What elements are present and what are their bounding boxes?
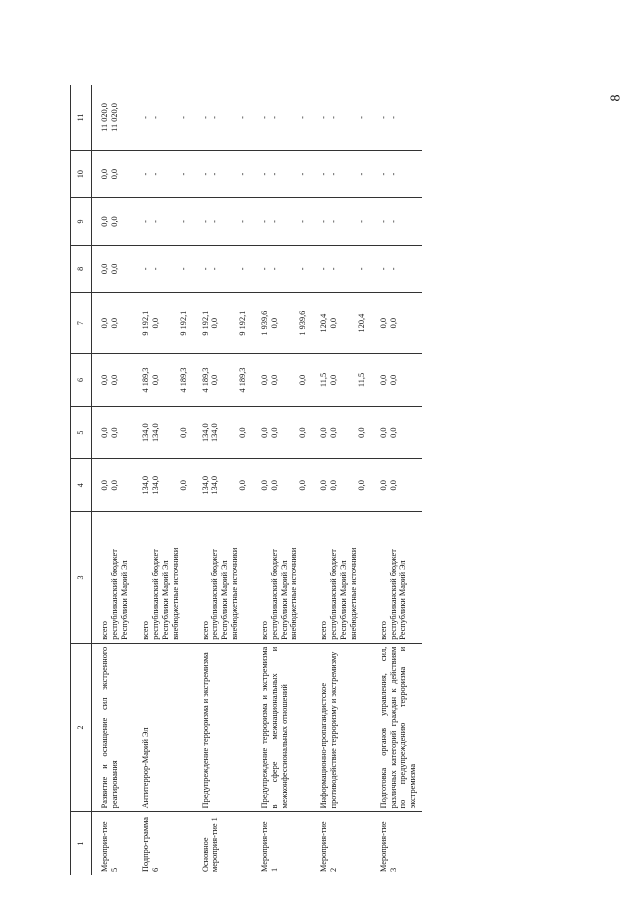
value: - bbox=[269, 220, 279, 223]
value: - bbox=[269, 267, 279, 271]
spacer bbox=[170, 88, 179, 147]
row-name: Предупреждение терроризма и экстремизма в сфере межнациональных и межконфессиональных отношений bbox=[252, 643, 311, 812]
value-cell-col-7 bbox=[252, 293, 311, 354]
spacer bbox=[170, 462, 179, 508]
spacer bbox=[339, 357, 348, 403]
value-cell-col-7 bbox=[133, 293, 192, 354]
spacer bbox=[220, 410, 229, 456]
value: 0,0 bbox=[378, 480, 388, 491]
spacer bbox=[280, 201, 289, 241]
spacer bbox=[229, 357, 238, 403]
value: 0,0 bbox=[238, 427, 248, 438]
spacer bbox=[220, 249, 229, 289]
value: 1 939,6 bbox=[297, 310, 307, 336]
value: 0,0 bbox=[329, 480, 339, 491]
value: 0,0 bbox=[260, 374, 270, 386]
spacer bbox=[348, 154, 357, 194]
spacer bbox=[161, 154, 170, 194]
value-cell-col-11 bbox=[252, 85, 311, 150]
value: - bbox=[260, 267, 270, 271]
value-cell-col-10 bbox=[311, 150, 370, 197]
value: 9 192,1 bbox=[200, 310, 210, 336]
value-cell-col-9 bbox=[311, 198, 370, 245]
value: 0,0 bbox=[151, 374, 161, 386]
spacer bbox=[289, 249, 298, 289]
funding-source: республиканский бюджет Республики Марий Эл bbox=[109, 549, 129, 640]
value: 0,0 bbox=[109, 374, 119, 386]
spacer bbox=[229, 410, 238, 456]
value: - bbox=[319, 116, 329, 119]
row-name: Предупреждение терроризма и экстремизма bbox=[193, 643, 252, 812]
value-cell-col-8 bbox=[371, 245, 422, 292]
spacer bbox=[229, 201, 238, 241]
value-cell-col-4 bbox=[193, 459, 252, 512]
value: - bbox=[238, 172, 248, 176]
funding-source: всего bbox=[200, 621, 210, 640]
value: 0,0 bbox=[297, 427, 307, 438]
value: - bbox=[151, 172, 161, 176]
value: 0,0 bbox=[388, 374, 398, 386]
column-number-2: 2 bbox=[71, 643, 92, 812]
value: 4 189,3 bbox=[238, 367, 248, 393]
value: 0,0 bbox=[329, 374, 339, 386]
value: 0,0 bbox=[100, 168, 109, 180]
column-number-8: 8 bbox=[71, 245, 92, 292]
value: 11,5 bbox=[356, 372, 366, 388]
value: - bbox=[329, 116, 339, 119]
value: 11,5 bbox=[319, 372, 329, 388]
value: - bbox=[141, 116, 151, 119]
value: - bbox=[378, 116, 388, 119]
column-number-6: 6 bbox=[71, 354, 92, 407]
spacer bbox=[161, 201, 170, 241]
value: - bbox=[269, 116, 279, 119]
spacer bbox=[161, 249, 170, 289]
spacer bbox=[170, 357, 179, 403]
value-cell-col-7 bbox=[92, 293, 134, 354]
value: 9 192,1 bbox=[178, 310, 188, 336]
spacer bbox=[339, 154, 348, 194]
value-cell-col-9 bbox=[92, 198, 134, 245]
row-name: Подготовка органов управления, сил, различных категорий граждан к действиям по предупреждению терроризма и экстремизма bbox=[371, 643, 422, 812]
value: - bbox=[238, 220, 248, 223]
value: - bbox=[329, 220, 339, 223]
value: 120,4 bbox=[319, 313, 329, 333]
column-number-7: 7 bbox=[71, 293, 92, 354]
value: 0,0 bbox=[388, 317, 398, 329]
value: 0,0 bbox=[178, 427, 188, 438]
value-cell-col-4 bbox=[252, 459, 311, 512]
spacer bbox=[348, 296, 357, 350]
spacer bbox=[161, 296, 170, 350]
spacer bbox=[170, 154, 179, 194]
value-cell-col-6 bbox=[92, 354, 134, 407]
spacer bbox=[229, 462, 238, 508]
funding-source: республиканский бюджет Республики Марий Эл bbox=[151, 549, 170, 640]
value-cell-col-5 bbox=[133, 406, 192, 459]
value: 134,0 bbox=[151, 423, 161, 442]
spacer bbox=[161, 462, 170, 508]
row-funding-sources bbox=[371, 512, 422, 644]
spacer bbox=[280, 357, 289, 403]
value: - bbox=[260, 116, 270, 119]
value-cell-col-5 bbox=[311, 406, 370, 459]
value: - bbox=[238, 267, 248, 271]
spacer bbox=[161, 88, 170, 147]
spacer bbox=[280, 296, 289, 350]
value: 11 020,0 bbox=[100, 103, 109, 132]
value: - bbox=[388, 267, 398, 271]
value: - bbox=[356, 172, 366, 176]
budget-table-sheet bbox=[70, 85, 615, 875]
funding-source: внебюджетные источники bbox=[348, 547, 358, 640]
value: - bbox=[329, 172, 339, 176]
value: 0,0 bbox=[356, 480, 366, 491]
value: - bbox=[297, 267, 307, 271]
value: 0,0 bbox=[109, 317, 119, 329]
value: 0,0 bbox=[297, 480, 307, 491]
value: - bbox=[210, 116, 220, 119]
spacer bbox=[280, 249, 289, 289]
value-cell-col-10 bbox=[252, 150, 311, 197]
spacer bbox=[220, 462, 229, 508]
value-cell-col-8 bbox=[133, 245, 192, 292]
value: 0,0 bbox=[319, 480, 329, 491]
row-code: Мероприя-тие 1 bbox=[260, 821, 279, 872]
value: - bbox=[178, 116, 188, 119]
spacer bbox=[161, 410, 170, 456]
value-cell-col-11 bbox=[193, 85, 252, 150]
spacer bbox=[348, 410, 357, 456]
value-cell-col-4 bbox=[92, 459, 134, 512]
value-cell-col-10 bbox=[133, 150, 192, 197]
value-cell-col-9 bbox=[371, 198, 422, 245]
spacer bbox=[170, 296, 179, 350]
value: 0,0 bbox=[109, 216, 119, 227]
value: 0,0 bbox=[378, 427, 388, 438]
row-funding-sources bbox=[133, 512, 192, 644]
value: - bbox=[378, 267, 388, 271]
value: - bbox=[297, 116, 307, 119]
spacer bbox=[229, 249, 238, 289]
column-number-11: 11 bbox=[71, 85, 92, 150]
value: - bbox=[356, 220, 366, 223]
table-row bbox=[252, 85, 311, 875]
table-row bbox=[92, 85, 134, 875]
value: 0,0 bbox=[329, 427, 339, 438]
value: 0,0 bbox=[260, 427, 270, 438]
funding-source: внебюджетные источники bbox=[289, 547, 299, 640]
spacer bbox=[339, 296, 348, 350]
column-number-4: 4 bbox=[71, 459, 92, 512]
value: - bbox=[260, 220, 270, 223]
value-cell-col-6 bbox=[252, 354, 311, 407]
value-cell-col-4 bbox=[311, 459, 370, 512]
spacer bbox=[280, 410, 289, 456]
spacer bbox=[161, 357, 170, 403]
value: 0,0 bbox=[109, 168, 119, 180]
value-cell-col-4 bbox=[371, 459, 422, 512]
value: 0,0 bbox=[100, 317, 109, 329]
budget-table bbox=[70, 85, 422, 875]
value: 0,0 bbox=[178, 480, 188, 491]
value-cell-col-11 bbox=[371, 85, 422, 150]
value: 134,0 bbox=[141, 423, 151, 442]
spacer bbox=[339, 410, 348, 456]
spacer bbox=[289, 201, 298, 241]
value: - bbox=[141, 220, 151, 223]
value: 1 939,6 bbox=[260, 310, 270, 336]
spacer bbox=[289, 462, 298, 508]
spacer bbox=[289, 154, 298, 194]
value: 0,0 bbox=[109, 263, 119, 275]
value: 0,0 bbox=[100, 263, 109, 275]
value: 0,0 bbox=[260, 480, 270, 491]
value: - bbox=[151, 116, 161, 119]
row-name: Развитие и оснащение сил экстренного реагирования bbox=[92, 643, 134, 812]
spacer bbox=[229, 88, 238, 147]
table-row bbox=[311, 85, 370, 875]
column-number-10: 10 bbox=[71, 150, 92, 197]
value-cell-col-6 bbox=[193, 354, 252, 407]
value: - bbox=[388, 116, 398, 119]
value-cell-col-7 bbox=[371, 293, 422, 354]
funding-source: республиканский бюджет Республики Марий Эл bbox=[210, 549, 230, 640]
value: 0,0 bbox=[109, 480, 119, 491]
value-cell-col-5 bbox=[371, 406, 422, 459]
spacer bbox=[280, 88, 289, 147]
row-funding-sources bbox=[311, 512, 370, 644]
value: 9 192,1 bbox=[238, 310, 248, 336]
value-cell-col-8 bbox=[92, 245, 134, 292]
value-cell-col-4 bbox=[133, 459, 192, 512]
value: - bbox=[297, 172, 307, 176]
value: 0,0 bbox=[269, 317, 279, 329]
spacer bbox=[220, 357, 229, 403]
value-cell-col-11 bbox=[133, 85, 192, 150]
row-code: Подпро-грамма 6 bbox=[141, 817, 161, 872]
spacer bbox=[348, 201, 357, 241]
spacer bbox=[339, 201, 348, 241]
value-cell-col-10 bbox=[371, 150, 422, 197]
spacer bbox=[289, 357, 298, 403]
value-cell-col-9 bbox=[252, 198, 311, 245]
row-funding-sources bbox=[193, 512, 252, 644]
value: - bbox=[329, 267, 339, 271]
value-cell-col-5 bbox=[193, 406, 252, 459]
value: 0,0 bbox=[356, 427, 366, 438]
value: 0,0 bbox=[319, 427, 329, 438]
value: - bbox=[260, 172, 270, 176]
funding-source: республиканский бюджет Республики Марий Эл bbox=[329, 549, 348, 640]
value: 134,0 bbox=[151, 475, 161, 495]
value-cell-col-7 bbox=[193, 293, 252, 354]
page-number: 8 bbox=[608, 94, 624, 102]
value: - bbox=[378, 220, 388, 223]
value-cell-col-6 bbox=[371, 354, 422, 407]
spacer bbox=[170, 410, 179, 456]
row-name: Антитеррор-Марий Эл bbox=[133, 643, 192, 812]
spacer bbox=[170, 249, 179, 289]
spacer bbox=[280, 154, 289, 194]
value: 0,0 bbox=[100, 427, 109, 438]
value: 0,0 bbox=[297, 374, 307, 386]
column-number-5: 5 bbox=[71, 406, 92, 459]
value: 0,0 bbox=[388, 480, 398, 491]
spacer bbox=[289, 296, 298, 350]
value-cell-col-9 bbox=[133, 198, 192, 245]
value: - bbox=[178, 172, 188, 176]
table-row bbox=[193, 85, 252, 875]
funding-source: внебюджетные источники bbox=[230, 547, 240, 640]
value: 0,0 bbox=[269, 427, 279, 438]
value: 0,0 bbox=[329, 317, 339, 329]
value: 4 189,3 bbox=[200, 367, 210, 393]
value: - bbox=[388, 172, 398, 176]
value: 134,0 bbox=[200, 475, 210, 495]
value: - bbox=[200, 172, 210, 176]
value-cell-col-11 bbox=[311, 85, 370, 150]
spacer bbox=[289, 88, 298, 147]
value: - bbox=[141, 172, 151, 176]
value: 134,0 bbox=[200, 423, 210, 442]
value: - bbox=[151, 220, 161, 223]
value: 0,0 bbox=[269, 374, 279, 386]
value: 9 192,1 bbox=[141, 310, 151, 336]
value: 0,0 bbox=[210, 374, 220, 386]
value: 0,0 bbox=[269, 480, 279, 491]
value-cell-col-8 bbox=[193, 245, 252, 292]
spacer bbox=[348, 88, 357, 147]
value: 4 189,3 bbox=[141, 367, 151, 393]
value: 4 189,3 bbox=[178, 367, 188, 393]
funding-source: всего bbox=[141, 621, 151, 640]
value: - bbox=[210, 172, 220, 176]
row-funding-sources bbox=[252, 512, 311, 644]
spacer bbox=[220, 296, 229, 350]
spacer bbox=[220, 201, 229, 241]
spacer bbox=[220, 154, 229, 194]
value-cell-col-5 bbox=[252, 406, 311, 459]
value: 0,0 bbox=[210, 317, 220, 329]
value-cell-col-8 bbox=[252, 245, 311, 292]
spacer bbox=[348, 249, 357, 289]
value-cell-col-6 bbox=[311, 354, 370, 407]
value: - bbox=[200, 116, 210, 119]
row-code: Мероприя-тие 2 bbox=[319, 821, 339, 872]
value-cell-col-9 bbox=[193, 198, 252, 245]
spacer bbox=[339, 462, 348, 508]
value: - bbox=[319, 267, 329, 271]
row-name: Информационно-пропагандистское противодействие терроризму и экстремизму bbox=[311, 643, 370, 812]
spacer bbox=[229, 296, 238, 350]
row-code: Мероприя-тие 3 bbox=[378, 821, 398, 872]
value: 0,0 bbox=[100, 374, 109, 386]
value: - bbox=[356, 267, 366, 271]
spacer bbox=[220, 88, 229, 147]
column-number-1: 1 bbox=[71, 812, 92, 875]
spacer bbox=[289, 410, 298, 456]
value: - bbox=[210, 267, 220, 271]
spacer bbox=[339, 88, 348, 147]
value: - bbox=[200, 267, 210, 271]
spacer bbox=[348, 357, 357, 403]
table-row bbox=[371, 85, 422, 875]
value: - bbox=[269, 172, 279, 176]
funding-source: всего bbox=[260, 621, 270, 640]
value: 0,0 bbox=[151, 317, 161, 329]
value: - bbox=[378, 172, 388, 176]
spacer bbox=[229, 154, 238, 194]
value: - bbox=[356, 116, 366, 119]
value: - bbox=[319, 220, 329, 223]
value: - bbox=[151, 267, 161, 271]
value-cell-col-11 bbox=[92, 85, 134, 150]
value: 0,0 bbox=[109, 427, 119, 438]
value: 0,0 bbox=[378, 374, 388, 386]
funding-source: внебюджетные источники bbox=[170, 547, 180, 640]
value: 0,0 bbox=[100, 216, 109, 227]
funding-source: всего bbox=[378, 621, 388, 640]
funding-source: всего bbox=[100, 621, 109, 640]
value: 0,0 bbox=[100, 480, 109, 491]
value: - bbox=[178, 220, 188, 223]
value: 0,0 bbox=[238, 480, 248, 491]
column-number-3: 3 bbox=[71, 512, 92, 644]
value: 134,0 bbox=[141, 475, 151, 495]
table-body bbox=[92, 85, 422, 875]
value: - bbox=[200, 220, 210, 223]
column-number-9: 9 bbox=[71, 198, 92, 245]
value: 134,0 bbox=[210, 423, 220, 442]
spacer bbox=[339, 249, 348, 289]
value: - bbox=[210, 220, 220, 223]
value-cell-col-6 bbox=[133, 354, 192, 407]
funding-source: всего bbox=[319, 621, 329, 640]
row-code: Мероприя-тие 5 bbox=[100, 821, 119, 872]
funding-source: республиканский бюджет Республики Марий Эл bbox=[388, 549, 408, 640]
value: - bbox=[141, 267, 151, 271]
value: - bbox=[388, 220, 398, 223]
spacer bbox=[280, 462, 289, 508]
value-cell-col-10 bbox=[193, 150, 252, 197]
spacer bbox=[170, 201, 179, 241]
column-number-row bbox=[71, 85, 92, 875]
value: 0,0 bbox=[388, 427, 398, 438]
value-cell-col-5 bbox=[92, 406, 134, 459]
value: 11 020,0 bbox=[109, 103, 119, 132]
value: 120,4 bbox=[356, 313, 366, 333]
value-cell-col-8 bbox=[311, 245, 370, 292]
value-cell-col-7 bbox=[311, 293, 370, 354]
row-code: Основное мероприя-тие 1 bbox=[200, 817, 220, 872]
value: 134,0 bbox=[210, 475, 220, 495]
value: - bbox=[319, 172, 329, 176]
value-cell-col-10 bbox=[92, 150, 134, 197]
value: - bbox=[178, 267, 188, 271]
row-funding-sources bbox=[92, 512, 134, 644]
value: 0,0 bbox=[378, 317, 388, 329]
table-row bbox=[133, 85, 192, 875]
funding-source: республиканский бюджет Республики Марий Эл bbox=[269, 549, 289, 640]
value: - bbox=[297, 220, 307, 223]
value: - bbox=[238, 116, 248, 119]
spacer bbox=[348, 462, 357, 508]
